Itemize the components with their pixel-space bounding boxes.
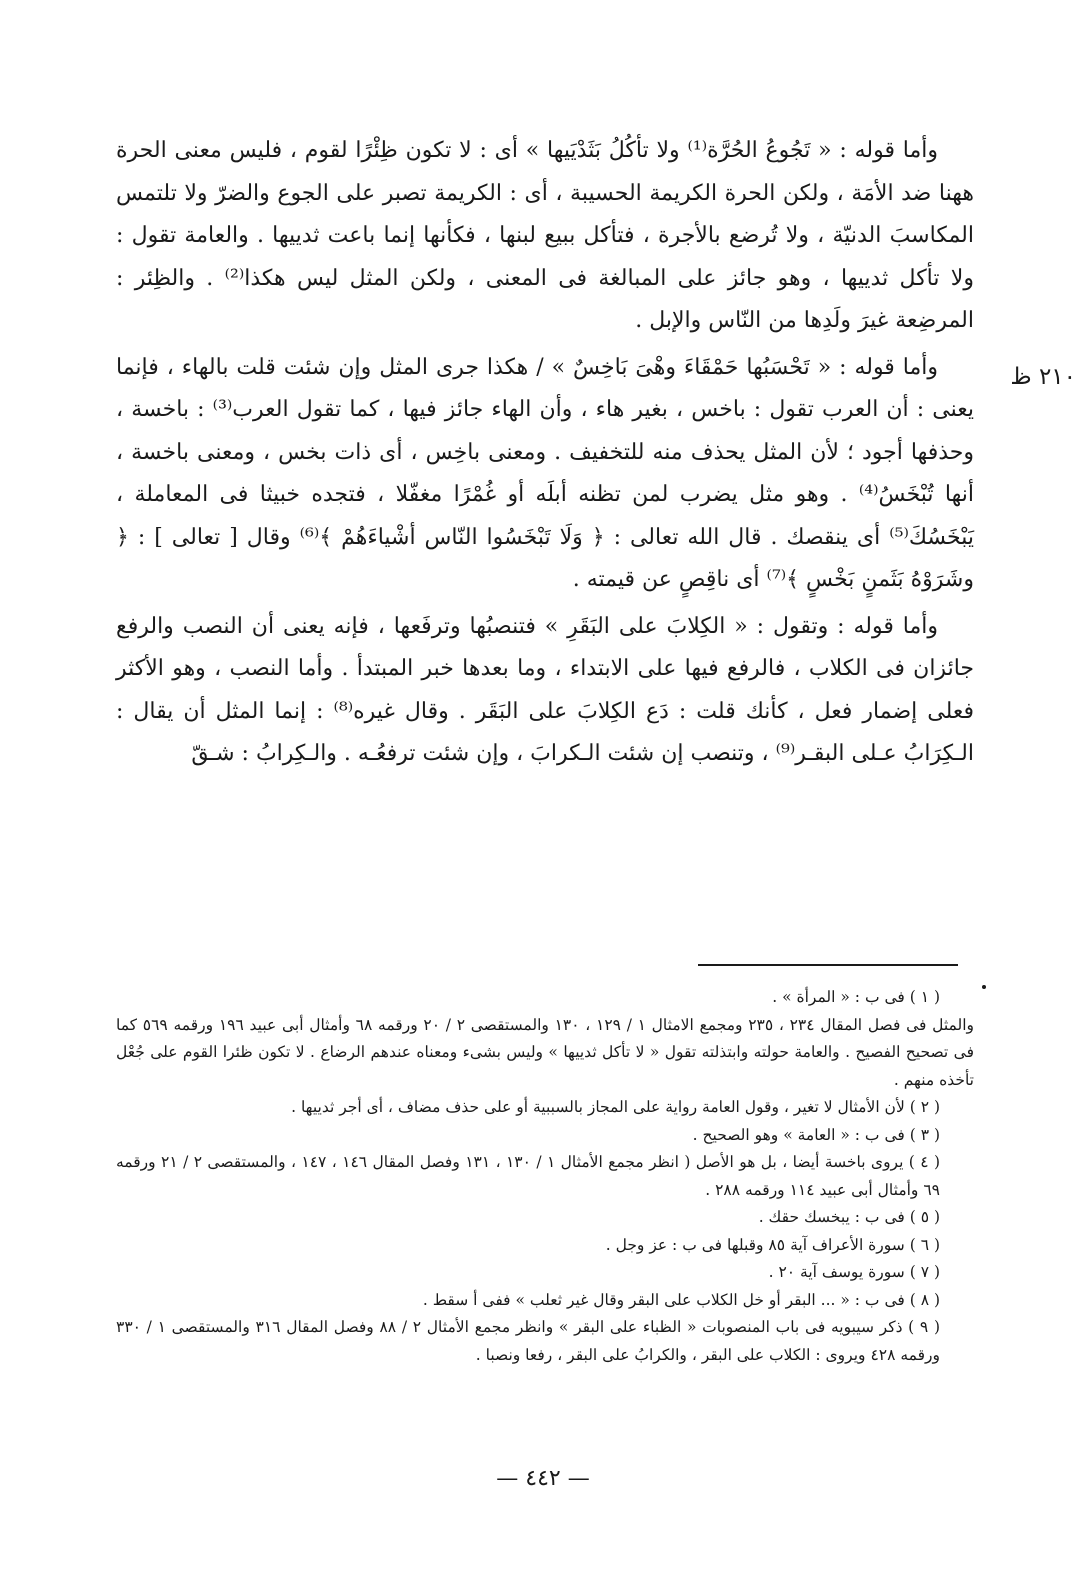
footnotes <box>116 984 974 1369</box>
footnote: ( ٦ ) سورة الأعراف آية ٨٥ وقبلها فى ب : عز وجل . <box>605 1235 940 1254</box>
footnote: ( ٢ ) لأن الأمثال لا تغير ، وقول العامة رواية على المجاز بالسببية أو على حذف مضاف ، أى أجر ثدييها . <box>291 1098 940 1116</box>
margin-folio-side: ظ <box>1010 364 1032 390</box>
main-text <box>116 130 974 776</box>
footnote: ( ٨ ) فى ب : « ... البقر أو خل الكلاب على البقر وقال غير ثعلب » ففى أ سقط . <box>422 1290 940 1309</box>
footnote: ( ٧ ) سورة يوسف آية ٢٠ . <box>768 1263 940 1281</box>
footnote-divider <box>698 964 958 966</box>
footnote: ( ٣ ) فى ب : « العامة » وهو الصحيح . <box>692 1125 940 1144</box>
footnote: ( ١ ) فى ب : « المرأة » . <box>772 988 940 1006</box>
paragraph-tajuu-alhurra: وأما قوله : « تَجُوعُ الحُرَّة⁽¹⁾ ولا تأكُلُ بَثَدْيَيها » أى : لا تكون ظِئْرًا لقوم ، فليس معنى الحرة ههنا ضد الأمَة ، ولكن الحرة الكريمة الحسيبة ، أى : الكريمة تصبر على الجوع والضرّ ولا تلتمس المكاسبَ الدنيّة ، ولا تُرضع بالأجرة ، فتأكل ببيع لبنها ، فكأنها إنما باعت ثدييها . والعامة تقول : ولا تأكل ثدييها ، وهو جائز على المبالغة فى المعنى ، ولكن المثل ليس هكذا⁽²⁾ . والظِئر : المرضِعة غيرَ ولَدِها من النّاس والإبل . <box>116 138 974 333</box>
footnote: ( ٥ ) فى ب : يبخسك حقك . <box>758 1208 940 1226</box>
footnote: ( ٤ ) يروى باخسة أيضا ، بل هو الأصل ( انظر مجمع الأمثال ١ / ١٣٠ ، ١٣١ وفصل المقال ١٤٦ ، ١٤٧ ، والمستقصى ٢ / ٢١ ورقمه ٦٩ وأمثال أبى عبيد ١١٤ ورقمه ٢٨٨ . <box>116 1153 941 1199</box>
page-number: — ٤٤٢ — <box>496 1466 590 1491</box>
margin-folio-number: ٢١٠ <box>1038 364 1076 390</box>
footnote-continuation: والمثل فى فصل المقال ٢٣٤ ، ٢٣٥ ومجمع الامثال ١ / ١٢٩ ، ١٣٠ والمستقصى ٢ / ٢٠ ورقمه ٦٨ وأمثال أبى عبيد ١٩٦ ورقمه ٥٦٩ كما فى تصحيح الفصيح . والعامة حولته وابتذلته تقول « لا تأكل ثدييها » وليس بشىء ومعناه عندهم الرضاع . لا تكون ظئرا القوم على جُعْل تأخذه منهم . <box>116 1015 975 1089</box>
footnote: ( ٩ ) ذكر سيبويه فى باب المنصوبات « الظباء على البقر » وانظر مجمع الأمثال ٢ / ٨٨ وفصل المقال ٣١٦ والمستقصى ١ / ٣٣٠ ورقمه ٤٢٨ ويروى : الكلاب على البقر ، والكرابُ على البقر ، رفعا ونصبا . <box>116 1318 940 1364</box>
margin-folio-reference <box>1000 362 1076 392</box>
paragraph-alkilab-ala-albaqar: وأما قوله : وتقول : « الكِلابَ على البَقَرِ » فتنصبُها وترفَعها ، فإنه يعنى أن النصب والرفع جائزان فى الكلاب ، فالرفع فيها على الابتداء ، وما بعدها خبر المبتدأ . وأما النصب ، وهو الأكثر فعلى إضمار فعل ، كأنك قلت : دَع الكِلابَ على البَقَر . وقال غيره⁽⁸⁾ : إنما المثل أن يقال : الـكِرَابُ عـلى البقـر⁽⁹⁾ ، وتنصب إن شئت الـكرابَ ، وإن شئت ترفعُـه . والـكِرابُ : شـقّ <box>116 613 974 766</box>
paragraph-tahsabuha-hamqaa: وأما قوله : « تَحْسَبُها حَمْقَاءَ وهْىَ بَاخِسٌ » / هكذا جرى المثل وإن شئت قلت بالهاء ، فإنما يعنى : أن العرب تقول : باخس ، بغير هاء ، وأن الهاء جائز فيها ، كما تقول العرب⁽³⁾ : باخسة ، وحذفها أجود ؛ لأن المثل يحذف منه للتخفيف . ومعنى باخِس ، أى ذات بخس ، ومعنى باخسة ، أنها تُبْخَسُ⁽⁴⁾ . وهو مثل يضرب لمن تظنه أبلَه أو غُمْرًا مغفّلا ، فتجده خبيثا فى المعاملة ، يَبْخَسُكَ⁽⁵⁾ أى ينقصك . قال الله تعالى : ﴿ وَلَا تَبْخَسُوا النّاس أشْياءَهُمْ ﴾⁽⁶⁾ وقال [ تعالى ] : ﴿ وشَرَوْهُ بَثَمنٍ بَخْسٍ ﴾⁽⁷⁾ أى ناقِصٍ عن قيمته . <box>116 354 975 592</box>
margin-mark <box>982 985 986 989</box>
